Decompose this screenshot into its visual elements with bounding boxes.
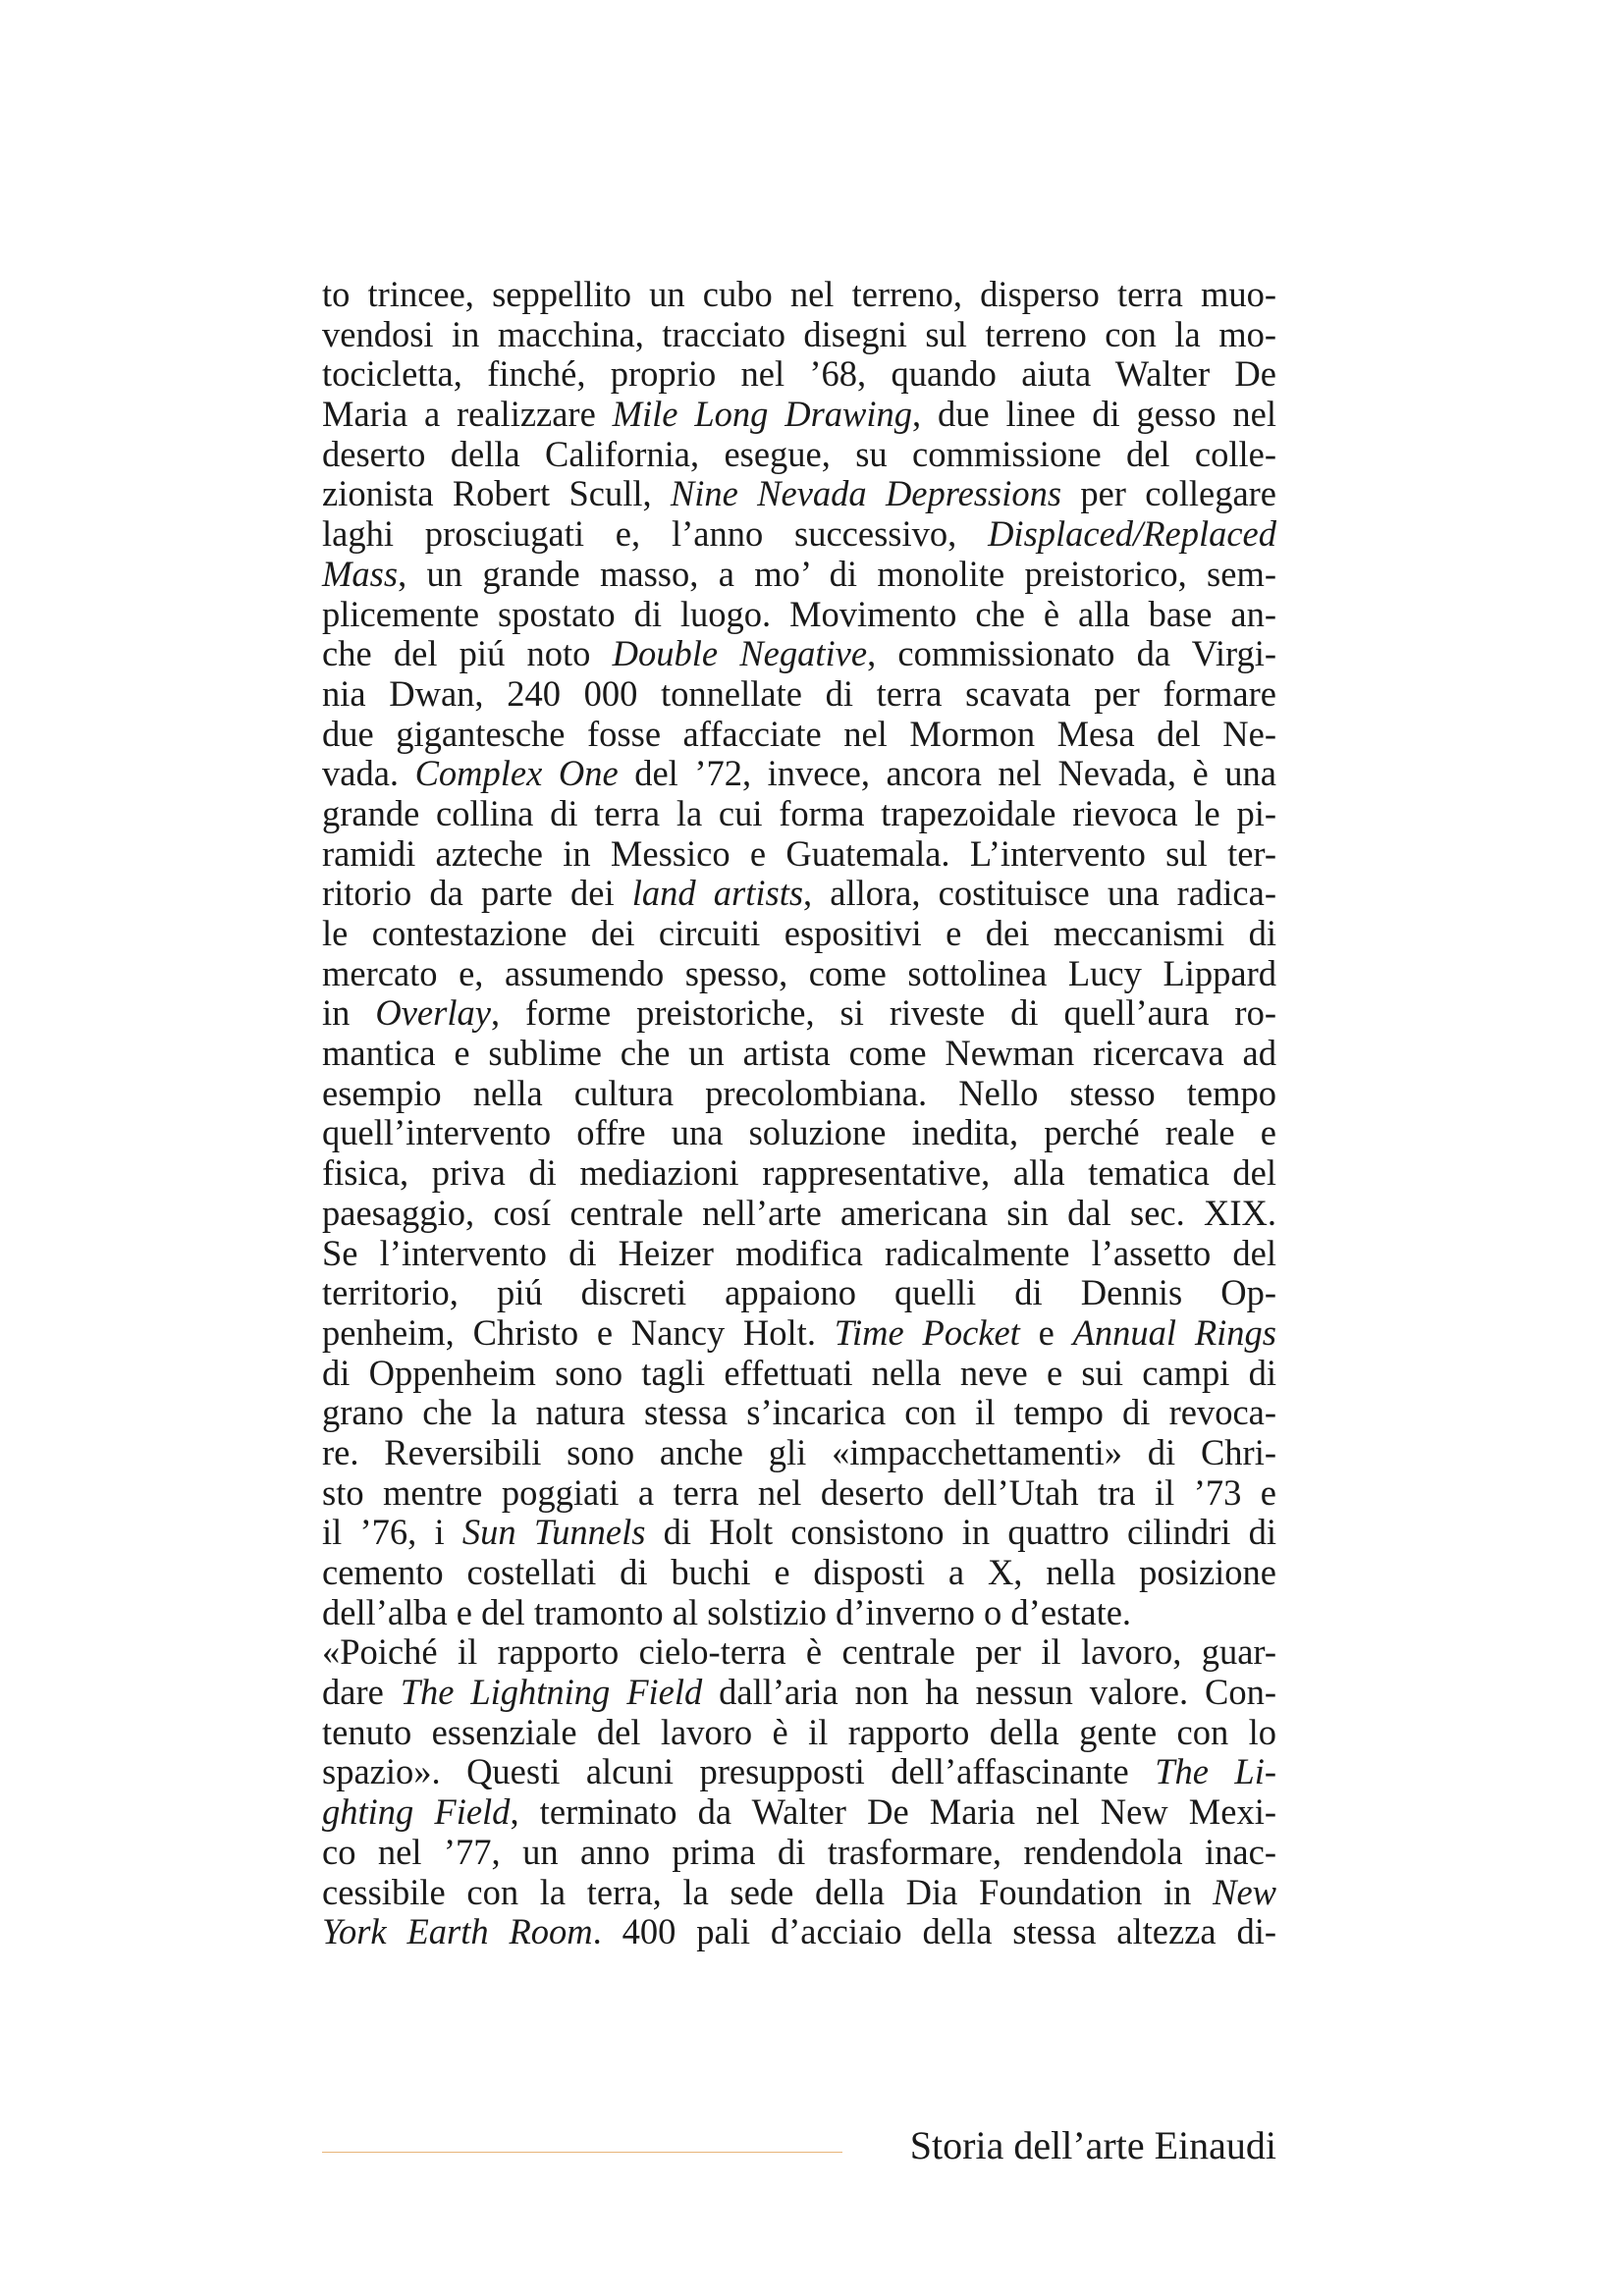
body-text — [322, 275, 1276, 1952]
text-run: , terminato da Walter De Maria nel New Mexi- — [510, 1791, 1276, 1833]
italic-title: New — [1213, 1871, 1276, 1912]
text-run: in — [322, 992, 376, 1034]
text-line — [322, 1354, 1276, 1394]
italic-title: Overlay — [375, 992, 491, 1034]
text-line — [322, 1752, 1276, 1792]
text-line — [322, 1273, 1276, 1313]
text-run: spazio». Questi alcuni presupposti dell’affascinante — [322, 1751, 1156, 1792]
text-run: che del piú noto — [322, 633, 613, 674]
text-line — [322, 874, 1276, 914]
text-run: ramidi azteche in Messico e Guatemala. L’intervento sul ter- — [322, 832, 1276, 874]
text-line — [322, 595, 1276, 635]
text-line — [322, 315, 1276, 355]
text-line — [322, 1113, 1276, 1153]
text-run: paesaggio, cosí centrale nell’arte americana sin dal sec. XIX. — [322, 1192, 1276, 1233]
italic-title: Sun Tunnels — [461, 1512, 646, 1553]
italic-title: Time Pocket — [834, 1311, 1020, 1353]
text-run: quell’intervento offre una soluzione inedita, perché reale e — [322, 1112, 1276, 1153]
text-line — [322, 1473, 1276, 1514]
text-line — [322, 914, 1276, 954]
italic-title: ghting Field — [322, 1791, 511, 1833]
text-run: «Poiché il rapporto cielo-terra è centrale per il lavoro, guar- — [322, 1631, 1276, 1673]
italic-title: Annual Rings — [1072, 1311, 1276, 1353]
italic-title: York Earth Room — [322, 1911, 593, 1952]
text-run: vada. — [322, 753, 415, 794]
text-run: del ’72, invece, ancora nel Nevada, è una — [618, 753, 1276, 794]
text-line — [322, 1833, 1276, 1873]
text-run: , forme preistoriche, si riveste di quell’aura ro- — [490, 992, 1276, 1034]
text-run: tocicletta, finché, proprio nel ’68, quando aiuta Walter De — [322, 353, 1276, 395]
text-line — [322, 794, 1276, 834]
text-run: zionista Robert Scull, — [322, 473, 671, 514]
text-run: plicemente spostato di luogo. Movimento che è alla base an- — [322, 593, 1276, 634]
text-line — [322, 1393, 1276, 1433]
text-line — [322, 435, 1276, 475]
text-run: penheim, Christo e Nancy Holt. — [322, 1311, 835, 1353]
text-line — [322, 1593, 1276, 1633]
italic-title: Displaced/Replaced — [988, 513, 1276, 555]
text-line — [322, 555, 1276, 595]
text-run: vendosi in macchina, tracciato disegni sul terreno con la mo- — [322, 313, 1276, 354]
text-line — [322, 1792, 1276, 1833]
text-line — [322, 474, 1276, 514]
text-run: dell’alba e del tramonto al solstizio d’inverno o d’estate. — [322, 1591, 1132, 1632]
text-run: il ’76, i — [322, 1512, 462, 1553]
text-line — [322, 674, 1276, 715]
text-run: dall’aria non ha nessun valore. Con- — [702, 1672, 1277, 1713]
text-line — [322, 1713, 1276, 1753]
text-run: Maria a realizzare — [322, 394, 613, 435]
text-run: , commissionato da Virgi- — [867, 633, 1276, 674]
text-run: to trincee, seppellito un cubo nel terreno, disperso terra muo- — [322, 274, 1276, 314]
text-line — [322, 1912, 1276, 1952]
text-run: mercato e, assumendo spesso, come sottolinea Lucy Lippard — [322, 952, 1276, 993]
text-line — [322, 1632, 1276, 1673]
italic-title: Complex One — [414, 753, 619, 794]
text-run: dare — [322, 1672, 401, 1713]
text-line — [322, 275, 1276, 315]
italic-title: The Li- — [1155, 1751, 1276, 1792]
text-run: co nel ’77, un anno prima di trasformare, rendendola inac- — [322, 1831, 1276, 1872]
text-line — [322, 1153, 1276, 1194]
text-run: di Oppenheim sono tagli effettuati nella neve e sui campi di — [322, 1352, 1276, 1393]
text-run: , allora, costituisce una radica- — [803, 873, 1276, 914]
italic-title: Double Negative — [612, 633, 868, 674]
text-run: grande collina di terra la cui forma trapezoidale rievoca le pi- — [322, 792, 1276, 833]
text-run: territorio, piú discreti appaiono quelli di Dennis Op- — [322, 1272, 1276, 1313]
italic-title: Mile Long Drawing — [612, 394, 913, 435]
text-line — [322, 514, 1276, 555]
text-line — [322, 954, 1276, 994]
text-run: due gigantesche fosse affacciate nel Mormon Mesa del Ne- — [322, 713, 1276, 754]
text-line — [322, 1234, 1276, 1274]
text-run: mantica e sublime che un artista come Newman ricercava ad — [322, 1033, 1276, 1074]
text-line — [322, 1433, 1276, 1473]
text-line — [322, 1873, 1276, 1913]
text-line — [322, 754, 1276, 794]
text-line — [322, 634, 1276, 674]
italic-title: Mass — [322, 553, 399, 594]
footer-rule — [322, 2152, 842, 2153]
text-line — [322, 395, 1276, 435]
italic-title: Nine Nevada Depressions — [670, 473, 1062, 514]
text-line — [322, 1673, 1276, 1713]
text-run: deserto della California, esegue, su commissione del colle- — [322, 433, 1276, 474]
text-run: fisica, priva di mediazioni rappresentative, alla tematica del — [322, 1152, 1276, 1194]
text-line — [322, 993, 1276, 1034]
text-run: per collegare — [1061, 473, 1276, 514]
text-run: e — [1019, 1311, 1073, 1353]
text-run: cessibile con la terra, la sede della Dia Foundation in — [322, 1871, 1214, 1912]
text-run: tenuto essenziale del lavoro è il rapporto della gente con lo — [322, 1711, 1276, 1752]
italic-title: land artists — [631, 873, 804, 914]
text-run: Se l’intervento di Heizer modifica radicalmente l’assetto del — [322, 1232, 1276, 1273]
text-line — [322, 354, 1276, 395]
text-run: ritorio da parte dei — [322, 873, 632, 914]
running-title: Storia dell’arte Einaudi — [909, 2123, 1276, 2167]
text-run: cemento costellati di buchi e disposti a X, nella posizione — [322, 1552, 1276, 1592]
text-run: . 400 pali d’acciaio della stessa altezza di- — [592, 1911, 1276, 1952]
text-run: le contestazione dei circuiti espositivi e dei meccanismi di — [322, 913, 1276, 953]
text-run: laghi prosciugati e, l’anno successivo, — [322, 513, 989, 555]
text-run: re. Reversibili sono anche gli «impacchettamenti» di Chri- — [322, 1431, 1276, 1472]
text-run: nia Dwan, 240 000 tonnellate di terra scavata per formare — [322, 672, 1276, 714]
text-run: sto mentre poggiati a terra nel deserto dell’Utah tra il ’73 e — [322, 1471, 1276, 1513]
text-line — [322, 1074, 1276, 1114]
text-line — [322, 834, 1276, 875]
text-line — [322, 1553, 1276, 1593]
text-run: di Holt consistono in quattro cilindri di — [645, 1512, 1276, 1553]
italic-title: The Lightning Field — [400, 1672, 703, 1713]
text-run: esempio nella cultura precolombiana. Nello stesso tempo — [322, 1072, 1276, 1113]
text-run: , due linee di gesso nel — [912, 394, 1276, 435]
text-line — [322, 715, 1276, 755]
text-line — [322, 1313, 1276, 1354]
text-run: grano che la natura stessa s’incarica con il tempo di revoca- — [322, 1392, 1276, 1433]
text-line — [322, 1194, 1276, 1234]
text-line — [322, 1034, 1276, 1074]
text-line — [322, 1513, 1276, 1553]
text-run: , un grande masso, a mo’ di monolite preistorico, sem- — [398, 553, 1276, 594]
